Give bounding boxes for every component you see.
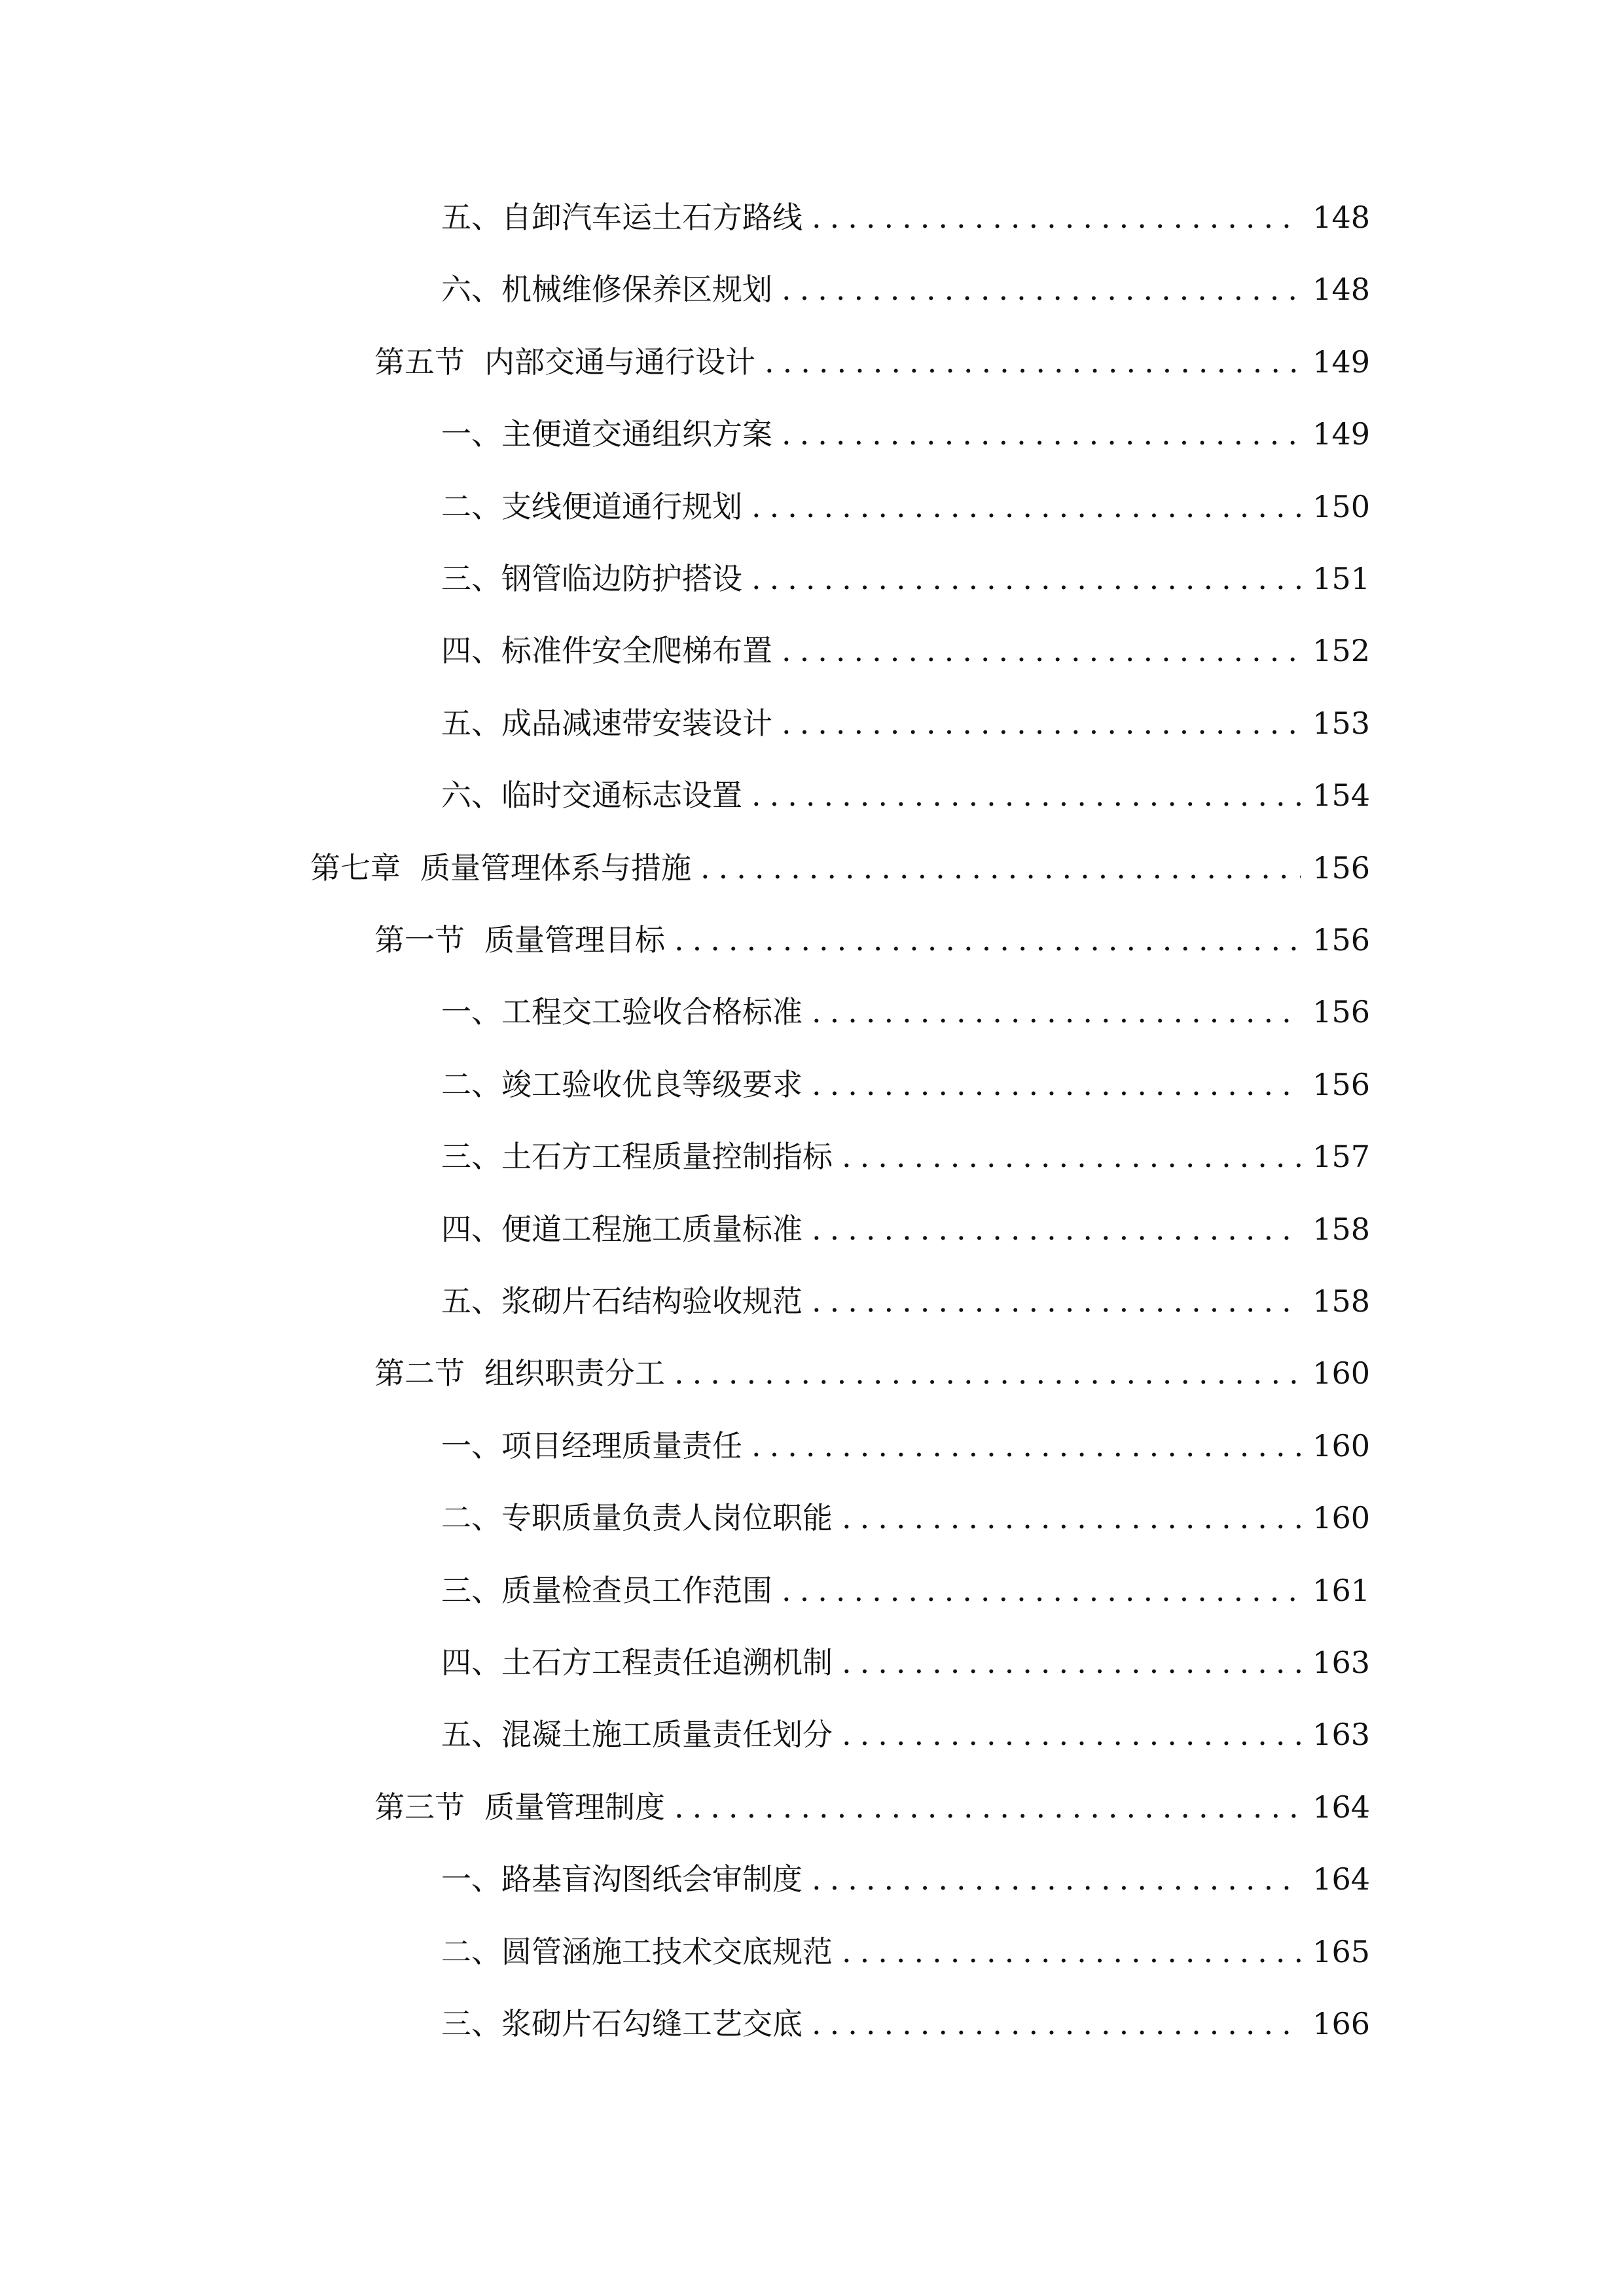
dot-leader	[812, 1203, 1301, 1255]
dot-leader	[674, 1347, 1301, 1399]
toc-entry-number: 二、	[441, 1067, 501, 1102]
toc-entry-title: 临时交通标志设置	[501, 778, 742, 813]
toc-entry[interactable]	[441, 1998, 1370, 2050]
dot-leader	[782, 624, 1301, 677]
toc-entry-page-number: 151	[1312, 561, 1370, 596]
toc-entry-number: 第三节	[374, 1789, 465, 1825]
toc-entry-number: 四、	[441, 1645, 501, 1680]
toc-entry[interactable]	[441, 480, 1370, 533]
toc-entry-page-number: 164	[1312, 1789, 1370, 1825]
toc-entry-page-number: 149	[1312, 344, 1370, 380]
toc-entry-number: 五、	[441, 1283, 501, 1319]
toc-entry-number: 一、	[441, 1428, 501, 1463]
toc-entry[interactable]	[441, 1130, 1370, 1183]
toc-entry-title: 支线便道通行规划	[501, 489, 742, 524]
toc-entry-title: 钢管临边防护搭设	[501, 561, 742, 596]
toc-entry-page-number: 161	[1312, 1573, 1370, 1608]
toc-entry[interactable]	[441, 263, 1370, 315]
toc-entry-page-number: 158	[1312, 1211, 1370, 1247]
toc-entry-number: 四、	[441, 1211, 501, 1247]
dot-leader	[782, 697, 1301, 749]
dot-leader	[842, 1636, 1301, 1689]
toc-entry-page-number: 163	[1312, 1717, 1370, 1752]
toc-entry[interactable]	[441, 1492, 1370, 1544]
toc-entry-page-number: 149	[1312, 416, 1370, 452]
toc-entry-page-number: 166	[1312, 2006, 1370, 2041]
toc-entry-number: 三、	[441, 1139, 501, 1174]
toc-entry-title: 竣工验收优良等级要求	[501, 1067, 803, 1102]
dot-leader	[812, 1998, 1301, 2050]
dot-leader	[782, 408, 1301, 460]
toc-entry-page-number: 150	[1312, 489, 1370, 524]
toc-entry-number: 三、	[441, 1573, 501, 1608]
dot-leader	[751, 769, 1301, 821]
toc-entry[interactable]	[441, 1636, 1370, 1689]
dot-leader	[812, 1275, 1301, 1327]
toc-entry-page-number: 157	[1312, 1139, 1370, 1174]
toc-entry-number: 三、	[441, 2006, 501, 2041]
toc-entry[interactable]	[441, 986, 1370, 1038]
toc-entry[interactable]	[441, 1853, 1370, 1905]
toc-entry-title: 标准件安全爬梯布置	[501, 633, 772, 668]
toc-entry[interactable]	[310, 842, 1370, 894]
toc-entry-page-number: 156	[1312, 994, 1370, 1030]
toc-entry-number: 一、	[441, 416, 501, 452]
toc-entry-number: 二、	[441, 1934, 501, 1969]
toc-entry-number: 五、	[441, 1717, 501, 1752]
toc-entry-title: 工程交工验收合格标准	[501, 994, 803, 1030]
toc-entry[interactable]	[374, 914, 1370, 966]
dot-leader	[812, 191, 1301, 243]
dot-leader	[751, 552, 1301, 605]
toc-entry-number: 二、	[441, 489, 501, 524]
toc-entry[interactable]	[441, 1708, 1370, 1761]
toc-entry[interactable]	[441, 408, 1370, 460]
toc-entry-title: 质量管理目标	[484, 922, 665, 958]
dot-leader	[842, 1130, 1301, 1183]
dot-leader	[842, 1492, 1301, 1544]
toc-entry[interactable]	[374, 336, 1370, 388]
dot-leader	[751, 1420, 1301, 1472]
toc-entry-title: 专职质量负责人岗位职能	[501, 1500, 833, 1535]
toc-entry-title: 项目经理质量责任	[501, 1428, 742, 1463]
dot-leader	[751, 480, 1301, 533]
toc-entry-number: 第一节	[374, 922, 465, 958]
toc-entry[interactable]	[441, 191, 1370, 243]
toc-entry-title: 土石方工程责任追溯机制	[501, 1645, 833, 1680]
toc-entry-title: 圆管涵施工技术交底规范	[501, 1934, 833, 1969]
toc-entry-page-number: 164	[1312, 1861, 1370, 1897]
dot-leader	[782, 263, 1301, 315]
toc-entry-number: 三、	[441, 561, 501, 596]
dot-leader	[674, 1781, 1301, 1833]
dot-leader	[812, 1058, 1301, 1111]
toc-entry-page-number: 153	[1312, 706, 1370, 741]
toc-entry[interactable]	[441, 769, 1370, 821]
toc-entry-title: 土石方工程质量控制指标	[501, 1139, 833, 1174]
toc-entry-number: 第二节	[374, 1355, 465, 1391]
toc-entry-page-number: 158	[1312, 1283, 1370, 1319]
toc-entry[interactable]	[441, 552, 1370, 605]
toc-entry-number: 五、	[441, 200, 501, 235]
dot-leader	[842, 1708, 1301, 1761]
toc-entry-title: 质量检查员工作范围	[501, 1573, 772, 1608]
toc-entry-number: 第七章	[310, 850, 401, 886]
toc-entry-title: 主便道交通组织方案	[501, 416, 772, 452]
toc-entry[interactable]	[441, 1926, 1370, 1978]
dot-leader	[812, 986, 1301, 1038]
toc-entry-number: 一、	[441, 994, 501, 1030]
toc-entry-title: 机械维修保养区规划	[501, 272, 772, 307]
toc-entry[interactable]	[441, 1203, 1370, 1255]
toc-entry-title: 浆砌片石结构验收规范	[501, 1283, 803, 1319]
dot-leader	[842, 1926, 1301, 1978]
dot-leader	[765, 336, 1301, 388]
toc-entry-page-number: 160	[1312, 1500, 1370, 1535]
toc-entry-page-number: 156	[1312, 850, 1370, 886]
toc-entry[interactable]	[441, 697, 1370, 749]
toc-entry[interactable]	[441, 624, 1370, 677]
toc-entry-title: 组织职责分工	[484, 1355, 665, 1391]
toc-entry-page-number: 156	[1312, 922, 1370, 958]
toc-entry-page-number: 156	[1312, 1067, 1370, 1102]
toc-entry[interactable]	[441, 1564, 1370, 1617]
dot-leader	[782, 1564, 1301, 1617]
toc-entry-page-number: 152	[1312, 633, 1370, 668]
toc-entry-page-number: 154	[1312, 778, 1370, 813]
toc-entry-number: 六、	[441, 272, 501, 307]
toc-entry-title: 内部交通与通行设计	[484, 344, 755, 380]
toc-entry-title: 质量管理体系与措施	[420, 850, 691, 886]
toc-entry-page-number: 160	[1312, 1428, 1370, 1463]
toc-entry-page-number: 160	[1312, 1355, 1370, 1391]
toc-entry[interactable]	[374, 1781, 1370, 1833]
toc-entry-title: 质量管理制度	[484, 1789, 665, 1825]
toc-entry-page-number: 163	[1312, 1645, 1370, 1680]
toc-entry-title: 路基盲沟图纸会审制度	[501, 1861, 803, 1897]
toc-entry-title: 自卸汽车运土石方路线	[501, 200, 803, 235]
toc-entry-page-number: 165	[1312, 1934, 1370, 1969]
dot-leader	[674, 914, 1301, 966]
toc-entry-title: 成品减速带安装设计	[501, 706, 772, 741]
toc-entry-number: 第五节	[374, 344, 465, 380]
dot-leader	[700, 842, 1301, 894]
toc-entry[interactable]	[441, 1420, 1370, 1472]
toc-entry-number: 六、	[441, 778, 501, 813]
toc-entry-number: 五、	[441, 706, 501, 741]
toc-entry[interactable]	[441, 1058, 1370, 1111]
toc-entry[interactable]	[441, 1275, 1370, 1327]
toc-entry-title: 便道工程施工质量标准	[501, 1211, 803, 1247]
toc-entry-number: 四、	[441, 633, 501, 668]
toc-entry-page-number: 148	[1312, 200, 1370, 235]
toc-entry-number: 一、	[441, 1861, 501, 1897]
toc-entry-title: 混凝土施工质量责任划分	[501, 1717, 833, 1752]
toc-entry-page-number: 148	[1312, 272, 1370, 307]
dot-leader	[812, 1853, 1301, 1905]
toc-entry-title: 浆砌片石勾缝工艺交底	[501, 2006, 803, 2041]
toc-entry-number: 二、	[441, 1500, 501, 1535]
toc-entry[interactable]	[374, 1347, 1370, 1399]
